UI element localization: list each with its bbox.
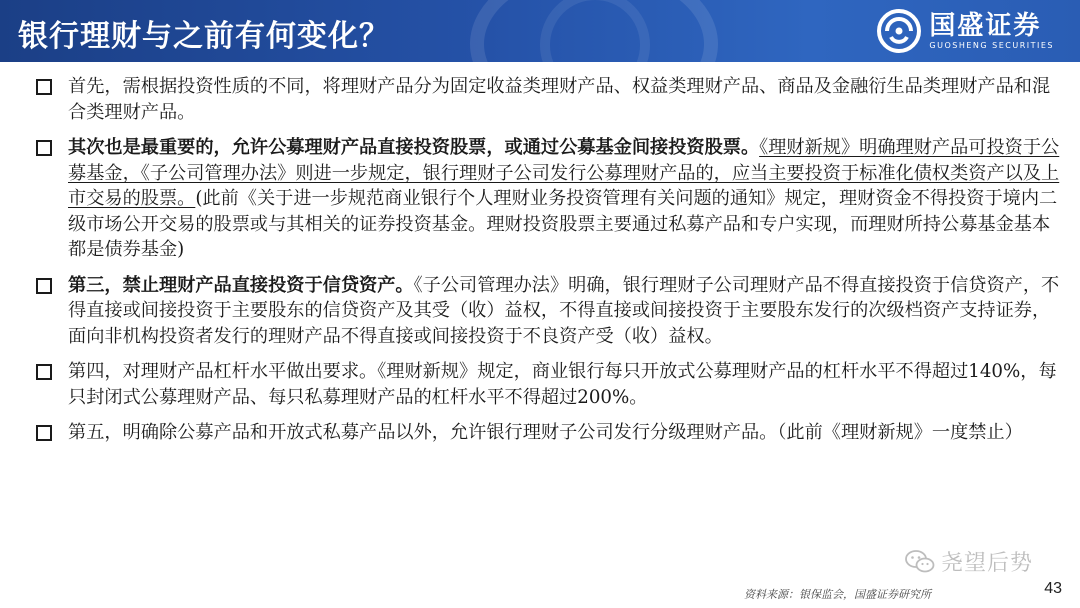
- bullet-text-segment: 其次也是最重要的，允许公募理财产品直接投资股票，或通过公募基金间接投资股票。: [68, 137, 760, 158]
- page-number: 43: [1044, 580, 1062, 597]
- brand-logo: [877, 6, 1054, 56]
- header-decoration-inner: [540, 0, 650, 62]
- bullet-square-icon: [36, 425, 52, 441]
- guosheng-logo-icon: [877, 9, 921, 53]
- bullet-text-segment: 第五，明确除公募产品和开放式私募产品以外，允许银行理财子公司发行分级理财产品。（此前《理财新规》一度禁止）: [68, 422, 1023, 443]
- bullet-item: [36, 135, 1060, 263]
- slide-title: 银行理财与之前有何变化？: [18, 19, 390, 54]
- bullet-item: [36, 74, 1060, 125]
- bullet-text-segment: 《理财新规》明确理财产品可投资于公募基金，《子公司管理办法》则进一步规定，银行理财子公司发行公募理财产品的，应当主要投资于标准化债权类资产以及上市交易的股票。: [68, 137, 1060, 209]
- bullet-text-segment: (此前《关于进一步规范商业银行个人理财业务投资管理有关问题的通知》规定，理财资金不得投资于境内二级市场公开交易的股票或与其相关的证券投资基金。理财投资股票主要通过私募产品和专户实现，而理财所持公募基金基本都是债券基金): [68, 188, 1058, 260]
- source-note: 资料来源：银保监会，国盛证券研究所: [744, 588, 931, 601]
- title-bar: [0, 0, 1080, 62]
- bullet-text-segment: 首先，需根据投资性质的不同，将理财产品分为固定收益类理财产品、权益类理财产品、商品及金融衍生品类理财产品和混合类理财产品。: [68, 76, 1051, 123]
- bullet-square-icon: [36, 140, 52, 156]
- brand-name-en: GUOSHENG SECURITIES: [929, 41, 1054, 50]
- brand-name: 国盛证券: [929, 11, 1042, 41]
- bullet-text-segment: 第三，禁止理财产品直接投资于信贷资产。: [68, 274, 414, 296]
- watermark-text: 尧望后势: [941, 551, 1034, 576]
- bullet-square-icon: [36, 79, 52, 95]
- bullet-text-segment: 《子公司管理办法》明确，银行理财子公司理财产品不得直接投资于信贷资产，不得直接或间接投资于主要股东的信贷资产及其受（收）益权，不得直接或间接投资于主要股东发行的次级档资产支持证券，面向非机构投资者发行的理财产品不得直接或间接投资于不良资产受（收）益权。: [68, 274, 1060, 347]
- bullet-list: [36, 74, 1060, 446]
- bullet-item: [36, 420, 1060, 446]
- wechat-icon: [905, 549, 935, 575]
- bullet-text-segment: 第四，对理财产品杠杆水平做出要求。《理财新规》规定，商业银行每只开放式公募理财产品的杠杆水平不得超过140%，每只封闭式公募理财产品、每只私募理财产品的杠杆水平不得超过200%。: [68, 361, 1057, 408]
- bullet-item: [36, 359, 1060, 410]
- wechat-watermark: [905, 546, 1033, 577]
- bullet-item: [36, 273, 1060, 350]
- bullet-square-icon: [36, 278, 52, 294]
- bullet-square-icon: [36, 364, 52, 380]
